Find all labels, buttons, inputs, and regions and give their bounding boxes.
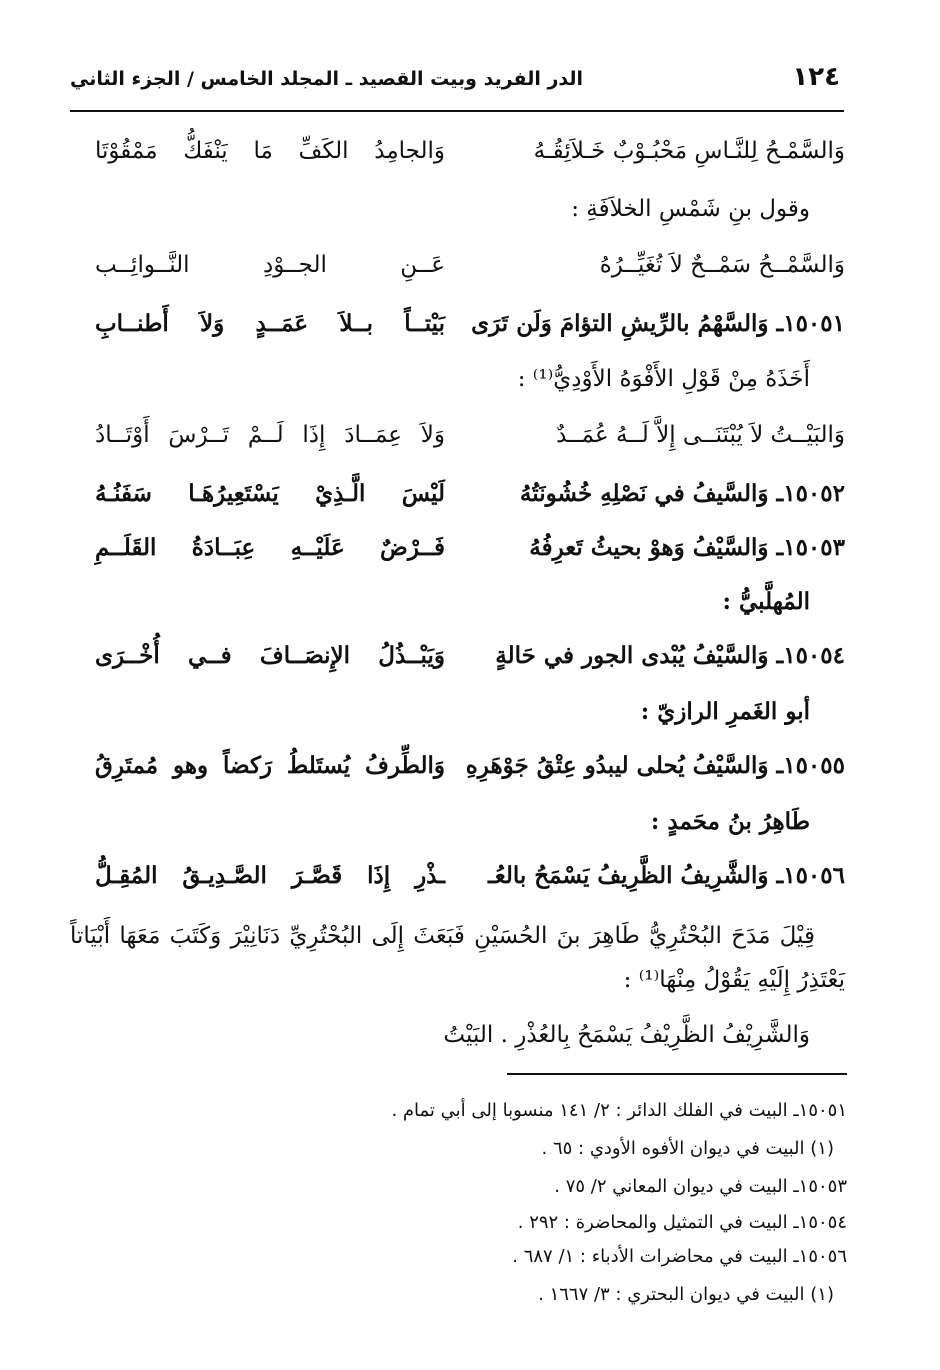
verse-second-hemistich: فَــرْضٌ عَلَيْــهِ عِبَــادَةُ القَلَــمِ [95, 534, 445, 561]
verse-line [95, 310, 845, 350]
footnote: (١) البيت في ديوان البحتري : ٣/ ١٦٦٧ . [538, 1284, 834, 1305]
verse-first-hemistich: ١٥٠٥١ـ وَالسَّهْمُ بالرِّيشِ التؤامَ وَلَن تَرَى [471, 310, 845, 337]
verse-first-hemistich: ١٥٠٥٤ـ وَالسَّيْفُ يُبْدى الجور في حَالةٍ [495, 642, 845, 669]
page-number: ١٢٤ [792, 62, 840, 92]
verse-line [95, 534, 845, 574]
footnote: ١٥٠٥٦ـ البيت في محاضرات الأدباء : ١/ ٦٨٧ . [512, 1246, 847, 1267]
verse-line [95, 752, 845, 792]
running-head [70, 62, 840, 102]
attribution-line: أبو الغَمرِ الرازيّ : [640, 698, 810, 725]
verse-second-hemistich: لَيْسَ الَّـذِيْ يَسْتَعِيرُهَـا سَفَنُـهُ [95, 480, 445, 507]
verse-first-hemistich: وَالسَّمْـحُ لِلنَّـاسِ مَحْبُـوْبٌ خَـلاَئِقُـهُ [533, 138, 845, 164]
verse-line [95, 642, 845, 682]
footnote: ١٥٠٥٤ـ البيت في التمثيل والمحاضرة : ٢٩٢ . [517, 1212, 847, 1233]
verse-second-hemistich: ـذْرِ إِذَا قَصَّـرَ الصَّـدِيـقُ المُقِـلُّ [95, 862, 445, 889]
footnote: (١) البيت في ديوان الأفوه الأودي : ٦٥ . [541, 1138, 834, 1159]
verse-first-hemistich: ١٥٠٥٥ـ وَالسَّيْفُ يُحلى ليبدُو عِتْقُ جَوْهَرِهِ [465, 752, 845, 779]
verse-line [95, 252, 845, 292]
verse-first-hemistich: وَالبَيْــتُ لاَ يُبْتَنَــى إِلاَّ لَــهُ عُمَــدٌ [556, 422, 845, 448]
verse-second-hemistich: بَيْتــاً بــلاَ عَمَــدٍ وَلاَ أَطنــابِ [95, 310, 445, 337]
verse-line [95, 480, 845, 520]
verse-line [95, 138, 845, 178]
verse-first-hemistich: ١٥٠٥٢ـ وَالسَّيفُ في نَصْلِهِ خُشُونَتُهُ [519, 480, 845, 507]
prose-paragraph: قِيْلَ مَدَحَ البُحْتُرِيُّ طَاهِرَ بنَ الحُسَيْنِ فَبَعَثَ إِلَى البُحْتُرِيِّ دَنَانِيْرَ وَكَتَبَ مَعَهَا أَبْيَاتاً يَعْتَذِرُ إِلَيْهِ يَقُوْلُ مِنْهَا⁽¹⁾ : [70, 923, 845, 993]
verse-first-hemistich: ١٥٠٥٣ـ وَالسَّيْفُ وَهوْ بحيثُ تَعرِفُهُ [529, 534, 845, 561]
verse-second-hemistich: وَيَبْــذُلُ الإِنصَــافَ فــي أُخْــرَى [95, 642, 445, 669]
verse-first-hemistich: وَالسَّمْــحُ سَمْــحٌ لاَ تُغَيِّــرُهُ [599, 252, 845, 278]
verse-second-hemistich: وَالجامِدُ الكَفِّ مَا يَنْفَكُّ مَمْقُوْتَا [95, 138, 445, 164]
footnote: ١٥٠٥١ـ البيت في الفلك الدائر : ٢/ ١٤١ منسوبا إلى أبي تمام . [391, 1100, 847, 1121]
attribution-line: وقول بنِ شَمْسِ الخلاَفَةِ : [571, 196, 810, 222]
verse-line [95, 862, 845, 902]
footnote: ١٥٠٥٣ـ البيت في ديوان المعاني ٢/ ٧٥ . [554, 1176, 847, 1197]
prose-line: وَالشَّرِيْفُ الظَّرِيْفُ يَسْمَحُ بِالعُذْرِ . البَيْتُ [443, 1022, 810, 1048]
footnote-rule [507, 1073, 847, 1075]
verse-second-hemistich: عَــنِ الجــوْدِ النَّــوائِــب [95, 252, 445, 278]
verse-second-hemistich: وَلاَ عِمَــادَ إِذَا لَــمْ تَــرْسَ أَوْتَــادُ [95, 422, 445, 448]
attribution-line: طَاهِرُ بنُ محَمدٍ : [650, 808, 810, 835]
header-rule [70, 110, 844, 112]
verse-second-hemistich: وَالطِّرفُ يُستَلطُ رَكضاً وهو مُمتَرِقُ [95, 752, 445, 779]
running-head-title: الدر الفريد وبيت القصيد ـ المجلد الخامس / الجزء الثاني [70, 68, 584, 90]
attribution-line: المُهلَّبيُّ : [722, 588, 810, 615]
attribution-line: أَخَذَهُ مِنْ قَوْلِ الأَفْوَهُ الأَوْدِيُّ⁽¹⁾ : [517, 366, 810, 392]
verse-line [95, 422, 845, 462]
verse-first-hemistich: ١٥٠٥٦ـ وَالشَّرِيفُ الظَّرِيفُ يَسْمَحُ بالعُـ [488, 862, 845, 889]
